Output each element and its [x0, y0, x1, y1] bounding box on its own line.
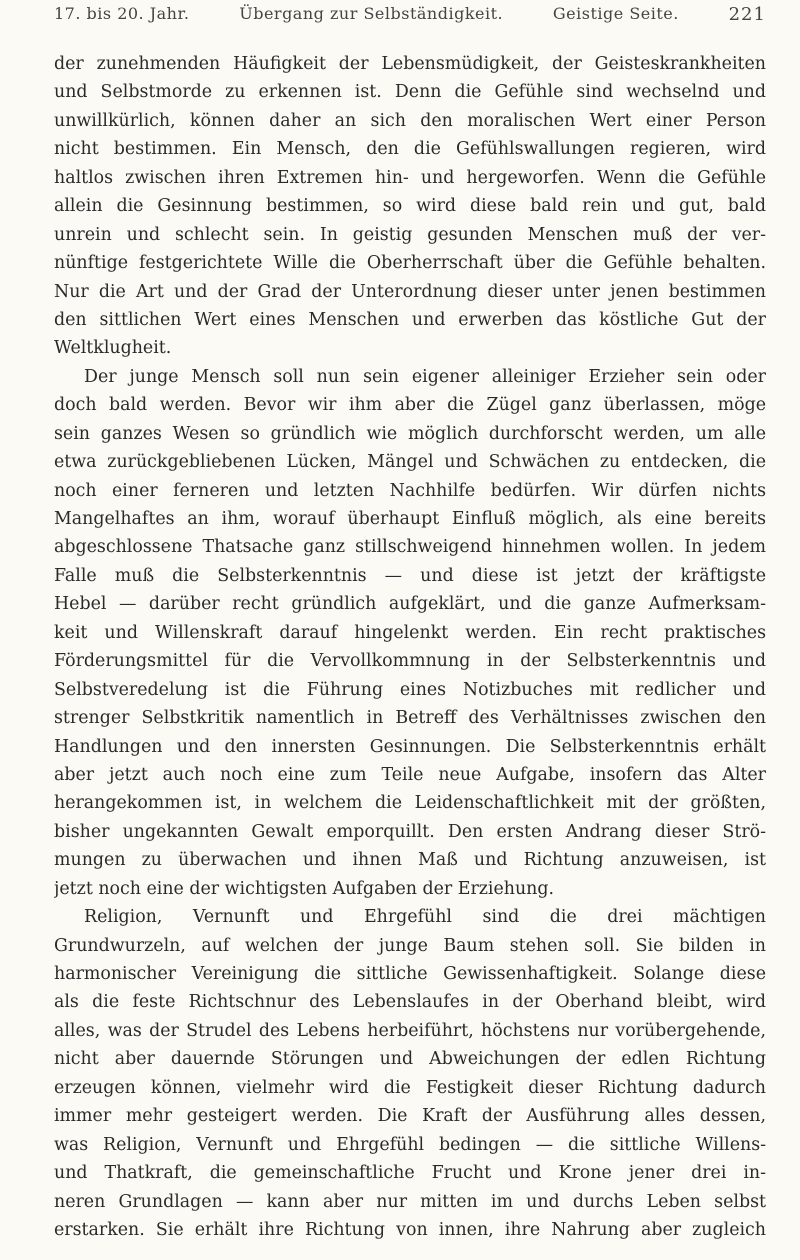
text-line: und Thatkraft, die gemeinschaftliche Frucht und Krone jener drei in- [54, 1163, 766, 1184]
text-line: Nur die Art und der Grad der Unterordnung dieser unter jenen bestimmen [54, 281, 766, 302]
text-line: nünftige festgerichtete Wille die Oberherrschaft über die Gefühle behalten. [54, 253, 766, 274]
text-line: nicht bestimmen. Ein Mensch, den die Gefühlswallungen regieren, wird [54, 139, 766, 160]
text-line: Hebel — darüber recht gründlich aufgeklärt, und die ganze Aufmerksam- [54, 594, 766, 615]
text-line: Förderungsmittel für die Vervollkommnung in der Selbsterkenntnis und [54, 651, 766, 672]
text-line: mungen zu überwachen und ihnen Maß und Richtung anzuweisen, ist [54, 850, 766, 871]
text-line: haltlos zwischen ihren Extremen hin- und hergeworfen. Wenn die Gefühle [54, 167, 766, 188]
text-line: allein die Gesinnung bestimmen, so wird diese bald rein und gut, bald [54, 196, 766, 217]
header-section-title: Übergang zur Selbständigkeit. [239, 4, 504, 23]
text-line: Falle muß die Selbsterkenntnis — und diese ist jetzt der kräftigste [54, 565, 766, 586]
page-number: 221 [728, 4, 766, 25]
text-line: alles, was der Strudel des Lebens herbeiführt, höchstens nur vorübergehende, [54, 1020, 766, 1041]
text-line: doch bald werden. Bevor wir ihm aber die Zügel ganz überlassen, möge [54, 395, 766, 416]
text-line: was Religion, Vernunft und Ehrgefühl bedingen — die sittliche Willens- [54, 1134, 766, 1155]
text-line: keit und Willenskraft darauf hingelenkt werden. Ein recht praktisches [54, 622, 766, 643]
text-line: unrein und schlecht sein. In geistig gesunden Menschen muß der ver- [54, 224, 766, 245]
text-line: und Selbstmorde zu erkennen ist. Denn die Gefühle sind wechselnd und [54, 82, 766, 103]
text-line: immer mehr gesteigert werden. Die Kraft der Ausführung alles dessen, [54, 1106, 766, 1127]
text-line: erzeugen können, vielmehr wird die Festigkeit dieser Richtung dadurch [54, 1077, 766, 1098]
text-line: Der junge Mensch soll nun sein eigener alleiniger Erzieher sein oder [84, 366, 766, 387]
text-line: den sittlichen Wert eines Menschen und erwerben das köstliche Gut der [54, 309, 766, 330]
text-line: Mangelhaftes an ihm, worauf überhaupt Einfluß möglich, als eine bereits [54, 509, 766, 529]
text-line: Handlungen und den innersten Gesinnungen. Die Selbsterkenntnis erhält [54, 736, 766, 757]
text-line: jetzt noch eine der wichtigsten Aufgaben der Erziehung. [54, 878, 555, 899]
text-line: aber jetzt auch noch eine zum Teile neue Aufgabe, insofern das Alter [54, 764, 766, 785]
text-line: Religion, Vernunft und Ehrgefühl sind die drei mächtigen [84, 907, 766, 928]
book-page [54, 4, 766, 1244]
text-line: herangekommen ist, in welchem die Leidenschaftlichkeit mit der größten, [54, 793, 766, 814]
text-line: strenger Selbstkritik namentlich in Betreff des Verhältnisses zwischen den [54, 708, 766, 729]
text-line: Weltklugheit. [54, 338, 172, 359]
text-line: unwillkürlich, können daher an sich den moralischen Wert einer Person [54, 110, 766, 131]
text-line: nicht aber dauernde Störungen und Abweichungen der edlen Richtung [54, 1049, 766, 1070]
body-text [54, 50, 766, 1244]
text-line: Selbstveredelung ist die Führung eines Notizbuches mit redlicher und [54, 679, 766, 700]
text-line: etwa zurückgebliebenen Lücken, Mängel und Schwächen zu entdecken, die [54, 452, 766, 473]
header-chapter-range: 17. bis 20. Jahr. [54, 4, 190, 23]
running-header [54, 4, 766, 25]
text-line: harmonischer Vereinigung die sittliche Gewissenhaftigkeit. Solange diese [54, 964, 766, 984]
text-line: der zunehmenden Häufigkeit der Lebensmüdigkeit, der Geisteskrankheiten [54, 54, 766, 74]
text-line: sein ganzes Wesen so gründlich wie möglich durchforscht werden, um alle [54, 423, 766, 444]
text-line: noch einer ferneren und letzten Nachhilfe bedürfen. Wir dürfen nichts [54, 480, 766, 501]
text-line: Grundwurzeln, auf welchen der junge Baum stehen soll. Sie bilden in [54, 935, 766, 956]
header-subsection-title: Geistige Seite. [552, 4, 679, 23]
text-line: als die feste Richtschnur des Lebenslaufes in der Oberhand bleibt, wird [54, 992, 766, 1013]
text-line: erstarken. Sie erhält ihre Richtung von innen, ihre Nahrung aber zugleich [54, 1219, 766, 1240]
text-line: neren Grundlagen — kann aber nur mitten im und durchs Leben selbst [54, 1191, 766, 1212]
text-line: abgeschlossene Thatsache ganz stillschweigend hinnehmen wollen. In jedem [54, 537, 766, 558]
text-line: bisher ungekannten Gewalt emporquillt. Den ersten Andrang dieser Strö- [54, 821, 766, 842]
